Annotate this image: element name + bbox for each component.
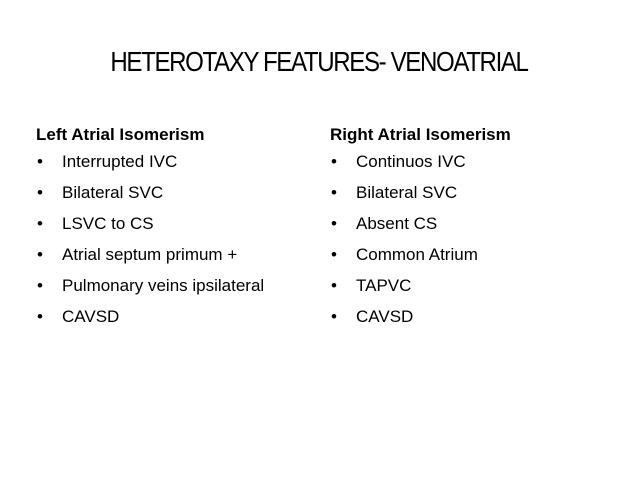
- list-item: [36, 214, 316, 245]
- bullet-icon: •: [37, 214, 43, 233]
- list-item-text: Pulmonary veins ipsilateral: [62, 276, 265, 295]
- list-item-text: TAPVC: [356, 276, 412, 295]
- bullet-icon: •: [37, 245, 43, 264]
- list-item: [36, 183, 316, 214]
- list-item-text: Bilateral SVC: [356, 183, 458, 202]
- list-item-text: Bilateral SVC: [62, 183, 164, 202]
- left-column-heading: Left Atrial Isomerism: [36, 125, 205, 144]
- bullet-icon: •: [331, 152, 337, 171]
- list-item: [36, 276, 316, 307]
- list-item-text: Common Atrium: [356, 245, 478, 264]
- bullet-icon: •: [331, 214, 337, 233]
- list-item: [330, 245, 610, 276]
- list-item: [330, 276, 610, 307]
- list-item-text: Continuos IVC: [356, 152, 466, 171]
- list-item-text: CAVSD: [62, 307, 120, 326]
- bullet-icon: •: [331, 183, 337, 202]
- left-column: [36, 124, 316, 338]
- list-item: [36, 152, 316, 183]
- slide-title: HETEROTAXY FEATURES- VENOATRIAL: [110, 46, 528, 77]
- list-item-text: LSVC to CS: [62, 214, 154, 233]
- list-item: [330, 307, 610, 338]
- bullet-icon: •: [331, 245, 337, 264]
- list-item-text: Absent CS: [356, 214, 438, 233]
- list-item: [36, 245, 316, 276]
- list-item-text: Interrupted IVC: [62, 152, 178, 171]
- list-item: [330, 152, 610, 183]
- list-item-text: CAVSD: [356, 307, 414, 326]
- list-item: [330, 183, 610, 214]
- list-item: [330, 214, 610, 245]
- right-column: [330, 124, 610, 338]
- bullet-icon: •: [37, 307, 43, 326]
- bullet-icon: •: [331, 307, 337, 326]
- list-item-text: Atrial septum primum +: [62, 245, 238, 264]
- bullet-icon: •: [37, 152, 43, 171]
- bullet-icon: •: [37, 276, 43, 295]
- bullet-icon: •: [37, 183, 43, 202]
- bullet-icon: •: [331, 276, 337, 295]
- list-item: [36, 307, 316, 338]
- right-bullet-list: [330, 152, 610, 338]
- left-bullet-list: [36, 152, 316, 338]
- right-column-heading: Right Atrial Isomerism: [330, 125, 511, 144]
